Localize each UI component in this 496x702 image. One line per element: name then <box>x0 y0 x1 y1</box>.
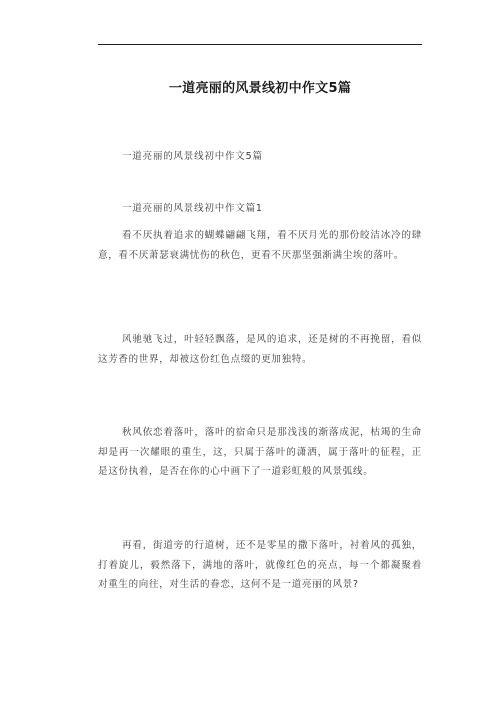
paragraph-2: 风驰驰飞过，叶轻轻飘落，是风的追求，还是树的不再挽留，看似这芳香的世界，却被这份红色点缀的更加独特。 <box>98 334 422 365</box>
paragraph-4: 再看，街道旁的行道树，还不是零星的撒下落叶，衬着风的孤独，打着旋儿，毅然落下，满地的落叶，就像红色的亮点，每一个都凝聚着对重生的向往，对生活的眷恋，这何不是一道亮丽的风景? <box>98 540 422 591</box>
paragraph-3: 秋风依恋着落叶，落叶的宿命只是那浅浅的渐落成泥，枯竭的生命却是再一次耀眼的重生，这，只属于落叶的潇洒，属于落叶的征程，正是这份执着，是否在你的心中画下了一道彩虹般的风景弧线。 <box>98 427 422 478</box>
document-subtitle: 一道亮丽的风景线初中作文5篇 <box>122 151 263 162</box>
paragraph-1: 看不厌执着追求的蝴蝶翩翩飞翔，看不厌月光的那份皎洁冰冷的肆意，看不厌萧瑟衰满忧伤的秋色，更看不厌那坚强渐满尘埃的落叶。 <box>98 230 422 261</box>
document-title: 一道亮丽的风景线初中作文5篇 <box>168 81 352 96</box>
section-heading: 一道亮丽的风景线初中作文篇1 <box>122 203 263 214</box>
header-rule <box>98 44 422 45</box>
